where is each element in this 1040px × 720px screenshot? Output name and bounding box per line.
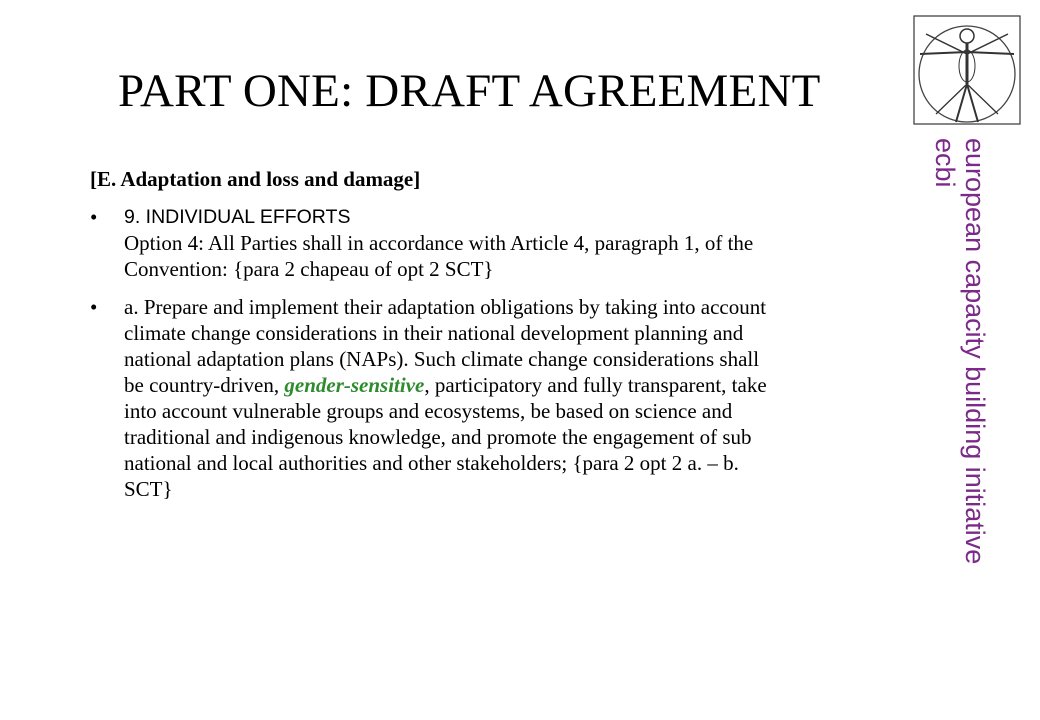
bullet-item-individual-efforts bbox=[90, 204, 950, 282]
bullet-text-line: Option 4: All Parties shall in accordance with Article 4, paragraph 1, of the bbox=[124, 231, 754, 255]
bullet-marker: • bbox=[90, 295, 98, 319]
bullet-text-line: national adaptation plans (NAPs). Such climate change considerations shall bbox=[124, 347, 760, 371]
bullet-text-line: SCT} bbox=[124, 477, 173, 501]
bullet-text-line: a. Prepare and implement their adaptation obligations by taking into account bbox=[124, 295, 767, 319]
text-segment: be country-driven, bbox=[124, 373, 285, 397]
highlighted-term: gender-sensitive bbox=[284, 373, 425, 397]
bullet-item-adaptation-obligations bbox=[90, 294, 950, 502]
branding-full-name: european capacity building initiative bbox=[960, 138, 990, 565]
bullet-text-line: Convention: {para 2 chapeau of opt 2 SCT} bbox=[124, 257, 494, 281]
bullet-text-line: climate change considerations in their national development planning and bbox=[124, 321, 744, 345]
bullet-list bbox=[90, 204, 950, 502]
slide-title: PART ONE: DRAFT AGREEMENT bbox=[118, 65, 821, 117]
vitruvian-man-icon bbox=[912, 14, 1022, 126]
bullet-text-line: into account vulnerable groups and ecosystems, be based on science and bbox=[124, 399, 733, 423]
bullet-text-line-highlight bbox=[124, 372, 950, 398]
branding-acronym: ecbi bbox=[930, 138, 960, 188]
bullet-marker: • bbox=[90, 205, 98, 229]
ecbi-branding bbox=[930, 138, 990, 564]
bullet-text-line: traditional and indigenous knowledge, and promote the engagement of sub bbox=[124, 425, 752, 449]
section-heading: [E. Adaptation and loss and damage] bbox=[90, 167, 421, 191]
bullet-heading: 9. INDIVIDUAL EFFORTS bbox=[124, 206, 351, 228]
text-segment: , participatory and fully transparent, take bbox=[424, 373, 767, 397]
slide-body bbox=[90, 166, 950, 514]
bullet-text-line: national and local authorities and other stakeholders; {para 2 opt 2 a. – b. bbox=[124, 451, 739, 475]
